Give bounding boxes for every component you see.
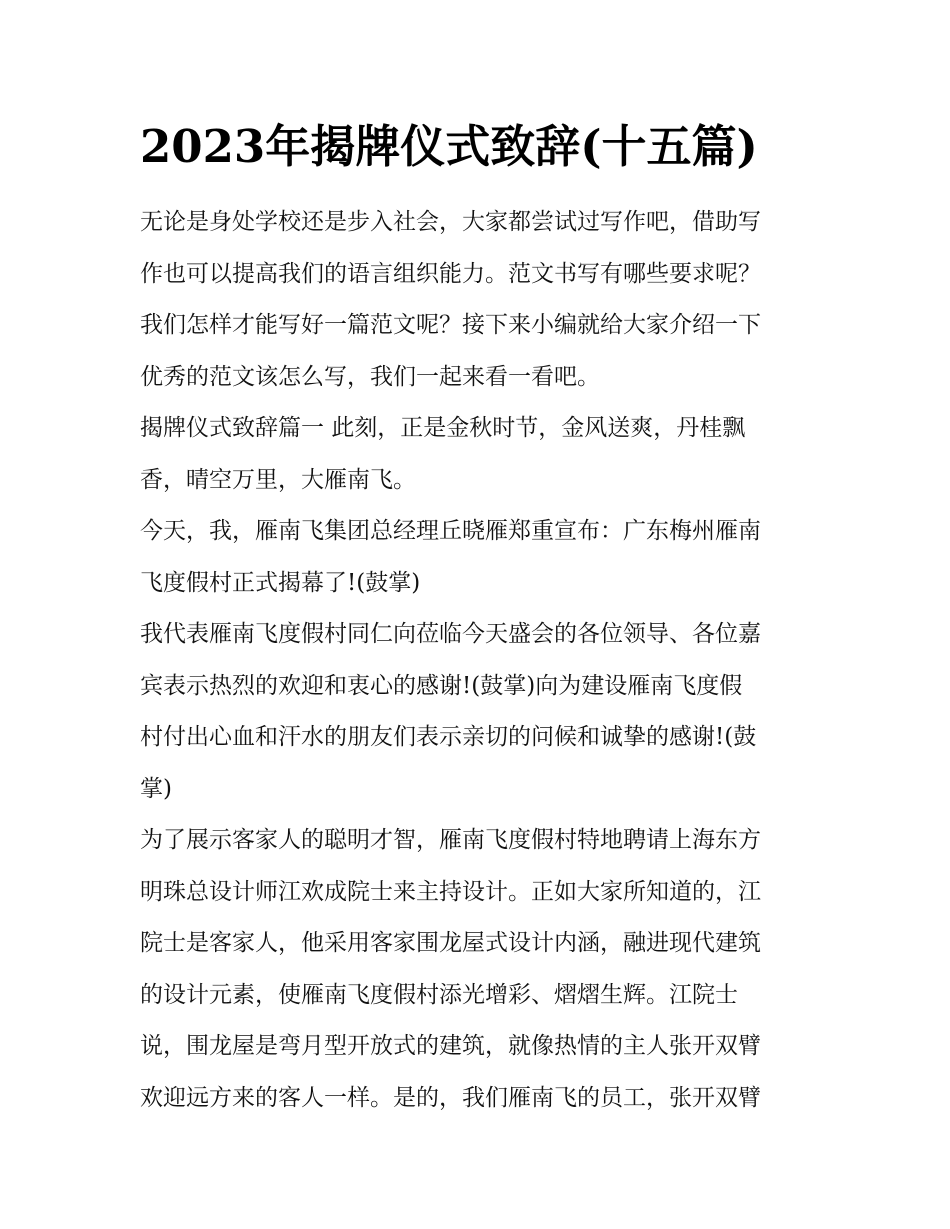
text-line: 无论是身处学校还是步入社会，大家都尝试过写作吧，借助写 bbox=[140, 209, 761, 235]
text-line: 我们怎样才能写好一篇范文呢？接下来小编就给大家介绍一下 bbox=[140, 312, 761, 338]
text-line: 欢迎远方来的客人一样。是的，我们雁南飞的员工，张开双臂 bbox=[140, 1084, 761, 1111]
text-line: 今天，我，雁南飞集团总经理丘晓雁郑重宣布：广东梅州雁南 bbox=[140, 518, 761, 544]
text-line: 我代表雁南飞度假村同仁向莅临今天盛会的各位领导、各位嘉 bbox=[140, 621, 761, 647]
text-line: 优秀的范文该怎么写，我们一起来看一看吧。 bbox=[140, 363, 600, 390]
text-line: 明珠总设计师江欢成院士来主持设计。正如大家所知道的，江 bbox=[140, 878, 761, 905]
text-line: 作也可以提高我们的语言组织能力。范文书写有哪些要求呢？ bbox=[140, 260, 761, 287]
document-title: 2023年揭牌仪式致辞(十五篇) bbox=[140, 120, 758, 173]
text-line: 宾表示热烈的欢迎和衷心的感谢!(鼓掌)向为建设雁南飞度假 bbox=[140, 672, 743, 699]
text-line: 揭牌仪式致辞篇一 此刻，正是金秋时节，金风送爽，丹桂飘 bbox=[140, 415, 746, 441]
text-line: 为了展示客家人的聪明才智，雁南飞度假村特地聘请上海东方 bbox=[140, 827, 761, 853]
text-line: 院士是客家人，他采用客家围龙屋式设计内涵，融进现代建筑 bbox=[140, 930, 761, 956]
text-line: 飞度假村正式揭幕了!(鼓掌) bbox=[140, 569, 421, 596]
text-line: 说，围龙屋是弯月型开放式的建筑，就像热情的主人张开双臂 bbox=[140, 1033, 761, 1059]
text-line: 的设计元素，使雁南飞度假村添光增彩、熠熠生辉。江院士 bbox=[140, 981, 738, 1008]
text-line: 香，晴空万里，大雁南飞。 bbox=[140, 466, 416, 493]
text-line: 掌) bbox=[140, 775, 172, 802]
text-line: 村付出心血和汗水的朋友们表示亲切的问候和诚挚的感谢!(鼓 bbox=[140, 724, 757, 750]
document-body bbox=[140, 197, 812, 1124]
